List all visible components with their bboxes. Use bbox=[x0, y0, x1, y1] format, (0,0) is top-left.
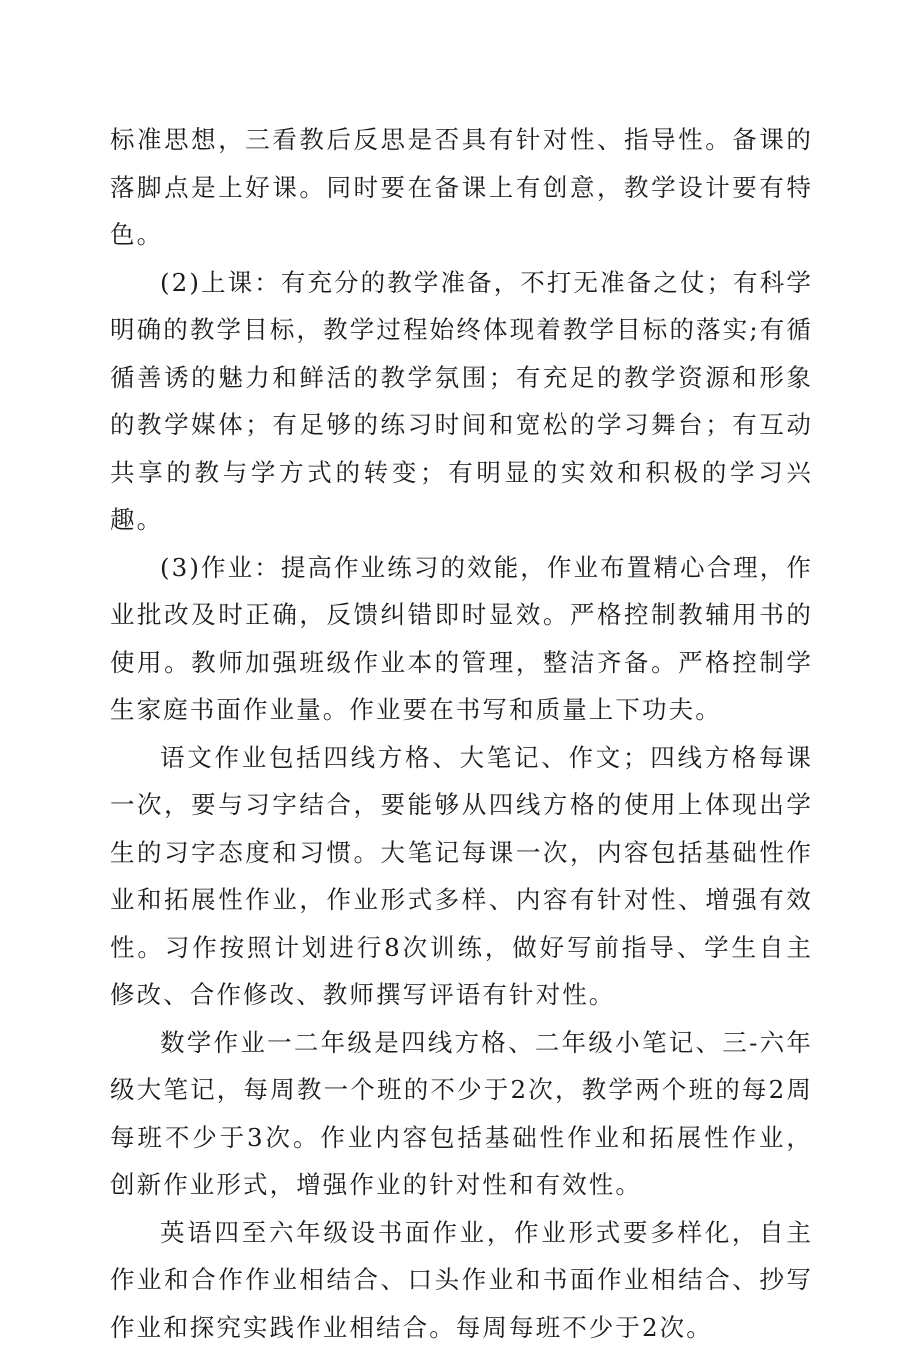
paragraph-homework: (3)作业：提高作业练习的效能，作业布置精心合理，作业批改及时正确，反馈纠错即时显效。严格控制教辅用书的使用。教师加强班级作业本的管理，整洁齐备。严格控制学生家庭书面作业量。作业要在书写和质量上下功夫。 bbox=[110, 544, 813, 734]
paragraph-class-teaching: (2)上课：有充分的教学准备，不打无准备之仗；有科学明确的教学目标，教学过程始终体现着教学目标的落实;有循循善诱的魅力和鲜活的教学氛围；有充足的教学资源和形象的教学媒体；有足够的练习时间和宽松的学习舞台；有互动共享的教与学方式的转变；有明显的实效和积极的学习兴趣。 bbox=[110, 259, 813, 544]
paragraph-english-homework: 英语四至六年级设书面作业，作业形式要多样化，自主作业和合作作业相结合、口头作业和书面作业相结合、抄写作业和探究实践作业相结合。每周每班不少于2次。 bbox=[110, 1209, 813, 1351]
document-body bbox=[110, 116, 813, 1351]
paragraph-lesson-preparation-end: 标准思想，三看教后反思是否具有针对性、指导性。备课的落脚点是上好课。同时要在备课上有创意，教学设计要有特色。 bbox=[110, 116, 813, 259]
paragraph-math-homework: 数学作业一二年级是四线方格、二年级小笔记、三-六年级大笔记，每周教一个班的不少于2次，教学两个班的每2周每班不少于3次。作业内容包括基础性作业和拓展性作业，创新作业形式，增强作业的针对性和有效性。 bbox=[110, 1019, 813, 1209]
paragraph-chinese-homework: 语文作业包括四线方格、大笔记、作文；四线方格每课一次，要与习字结合，要能够从四线方格的使用上体现出学生的习字态度和习惯。大笔记每课一次，内容包括基础性作业和拓展性作业，作业形式多样、内容有针对性、增强有效性。习作按照计划进行8次训练，做好写前指导、学生自主修改、合作修改、教师撰写评语有针对性。 bbox=[110, 734, 813, 1019]
